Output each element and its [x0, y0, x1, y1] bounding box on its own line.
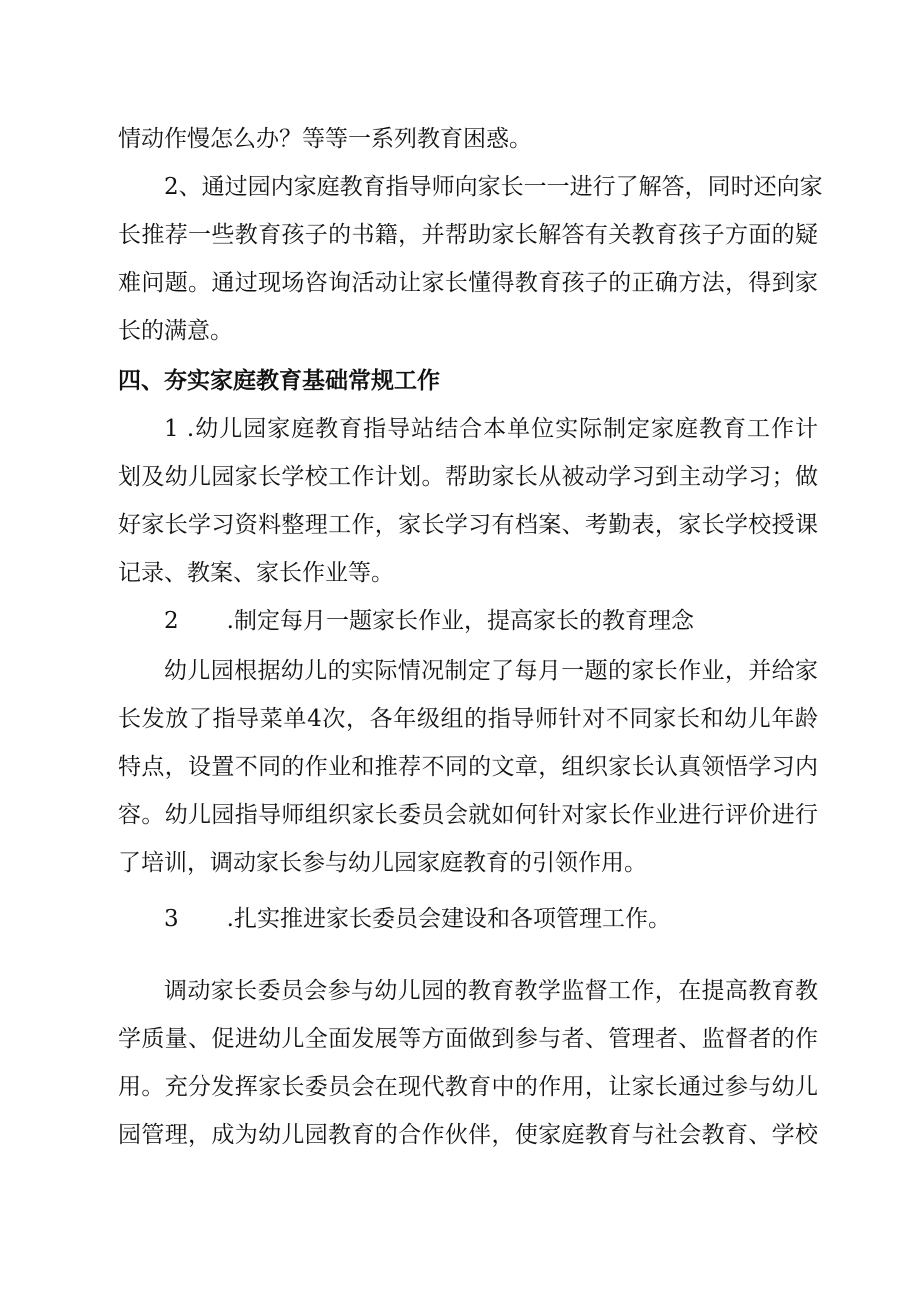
- body-text-line: 幼儿园根据幼儿的实际情况制定了每月一题的家长作业，并给家: [164, 658, 818, 684]
- item-title: .制定每月一题家长作业，提高家长的教育理念: [226, 608, 694, 634]
- numbered-item-line: [164, 606, 818, 636]
- numbered-item-line: [164, 904, 818, 934]
- body-text-line: 长的满意。: [118, 318, 233, 344]
- body-text-line: 记录、教案、家长作业等。: [118, 560, 394, 586]
- body-text-line: 情动作慢怎么办？等等一系列教育困惑。: [118, 126, 532, 152]
- body-text-line: 1 .幼儿园家庭教育指导站结合本单位实际制定家庭教育工作计: [164, 416, 818, 442]
- body-text-line: 了培训，调动家长参与幼儿园家庭教育的引领作用。: [118, 850, 647, 876]
- body-text-line: 园管理，成为幼儿园教育的合作伙伴，使家庭教育与社会教育、学校: [118, 1122, 818, 1148]
- item-title: .扎实推进家长委员会建设和各项管理工作。: [226, 906, 671, 932]
- body-text-line: 难问题。通过现场咨询活动让家长懂得教育孩子的正确方法，得到家: [118, 270, 818, 296]
- body-text-line: 长推荐一些教育孩子的书籍，并帮助家长解答有关教育孩子方面的疑: [118, 222, 818, 248]
- body-text-line: 特点，设置不同的作业和推荐不同的文章，组织家长认真领悟学习内: [118, 754, 818, 780]
- section-heading: 四、夯实家庭教育基础常规工作: [118, 368, 440, 394]
- body-text-line: 调动家长委员会参与幼儿园的教育教学监督工作，在提高教育教: [164, 978, 818, 1004]
- body-text-line: 划及幼儿园家长学校工作计划。帮助家长从被动学习到主动学习；做: [118, 464, 818, 490]
- body-text-line: 容。幼儿园指导师组织家长委员会就如何针对家长作业进行评价进行: [118, 802, 818, 828]
- body-text-line: 长发放了指导菜单4次，各年级组的指导师针对不同家长和幼儿年龄: [118, 706, 818, 732]
- item-number: 2: [164, 608, 179, 634]
- body-text-line: 用。充分发挥家长委员会在现代教育中的作用，让家长通过参与幼儿: [118, 1074, 818, 1100]
- body-text-line: 学质量、促进幼儿全面发展等方面做到参与者、管理者、监督者的作: [118, 1026, 818, 1052]
- body-text-line: 好家长学习资料整理工作，家长学习有档案、考勤表，家长学校授课: [118, 512, 818, 538]
- item-number: 3: [164, 906, 179, 932]
- body-text-line: 2、通过园内家庭教育指导师向家长一一进行了解答，同时还向家: [164, 174, 823, 200]
